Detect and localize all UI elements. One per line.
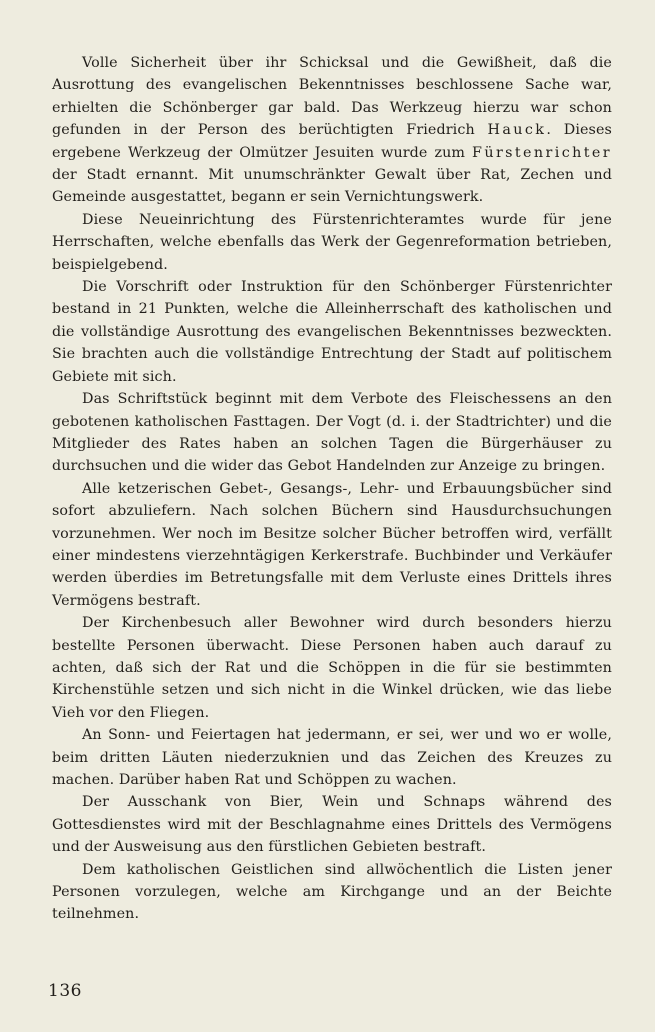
paragraph-5: Alle ketzerischen Gebet-, Gesangs-, Lehr- und Erbauungsbücher sind sofort abzuliefern. Nach solchen Büchern sind Hausdurchsuchungen vorzunehmen. Wer noch im Besitze solcher Bücher betroffen wird, verfällt einer mindestens vierzehntägigen Kerkerstrafe. Buchbinder und Verkäufer werden überdies im Betretungsfalle mit dem Verluste eines Drittels ihres Vermögens bestraft. (52, 480, 612, 609)
body-text (52, 52, 612, 926)
paragraph-9: Dem katholischen Geistlichen sind allwöchentlich die Listen jener Personen vorzulegen, welche am Kirchgange und an der Beichte teilnehmen. (52, 861, 612, 923)
paragraph-6: Der Kirchenbesuch aller Bewohner wird durch besonders hierzu bestellte Personen überwacht. Diese Personen haben auch darauf zu achten, daß sich der Rat und die Schöppen in die für sie bestimmten Kirchenstühle setzen und sich nicht in die Winkel drücken, wie das liebe Vieh vor den Fliegen. (52, 615, 612, 721)
paragraph-8: Der Ausschank von Bier, Wein und Schnaps während des Gottesdienstes wird mit der Beschlagnahme eines Drittels des Vermögens und der Ausweisung aus den fürstlichen Gebieten bestraft. (52, 794, 612, 856)
title-fuerstenrichter: Fürstenrichter (472, 144, 612, 161)
paragraph-4: Das Schriftstück beginnt mit dem Verbote des Fleischessens an den gebotenen katholischen Fasttagen. Der Vogt (d. i. der Stadtrichter) und die Mitglieder des Rates haben an solchen Tagen die Bürgerhäuser zu durchsuchen und die wider das Gebot Handelnden zur Anzeige zu bringen. (52, 391, 612, 475)
paragraph-3: Die Vorschrift oder Instruktion für den Schönberger Fürstenrichter bestand in 21 Punkten, welche die Alleinherrschaft des katholischen und die vollständige Ausrottung des evangelischen Bekenntnisses bezweckten. Sie brachten auch die vollständige Entrechtung der Stadt auf politischem Gebiete mit sich. (52, 279, 612, 385)
paragraph-1-text-start: Volle Sicherheit über ihr Schicksal und die Gewißheit, daß die Ausrottung des evangelischen Bekenntnisses beschlossene Sache war, erhielten die Schönberger gar bald. Das Werkzeug hierzu war schon gefunden in der Person des berüchtigten Friedrich (52, 55, 612, 139)
page-number: 136 (48, 981, 82, 1001)
paragraph-1-text-end: der Stadt ernannt. Mit unumschränkter Gewalt über Rat, Zechen und Gemeinde ausgestattet, begann er sein Vernichtungswerk. (52, 167, 612, 206)
paragraph-1 (52, 52, 612, 209)
paragraph-7: An Sonn- und Feiertagen hat jedermann, er sei, wer und wo er wolle, beim dritten Läuten niederzuknien und das Zeichen des Kreuzes zu machen. Darüber haben Rat und Schöppen zu wachen. (52, 727, 612, 788)
paragraph-2: Diese Neueinrichtung des Fürstenrichteramtes wurde für jene Herrschaften, welche ebenfalls das Werk der Gegenreformation betrieben, beispielgebend. (52, 211, 612, 273)
name-hauck: Hauck (487, 122, 547, 139)
paragraph-1-text-middle: . Dieses ergebene Werkzeug der Olmützer Jesuiten wurde zum (52, 122, 612, 161)
